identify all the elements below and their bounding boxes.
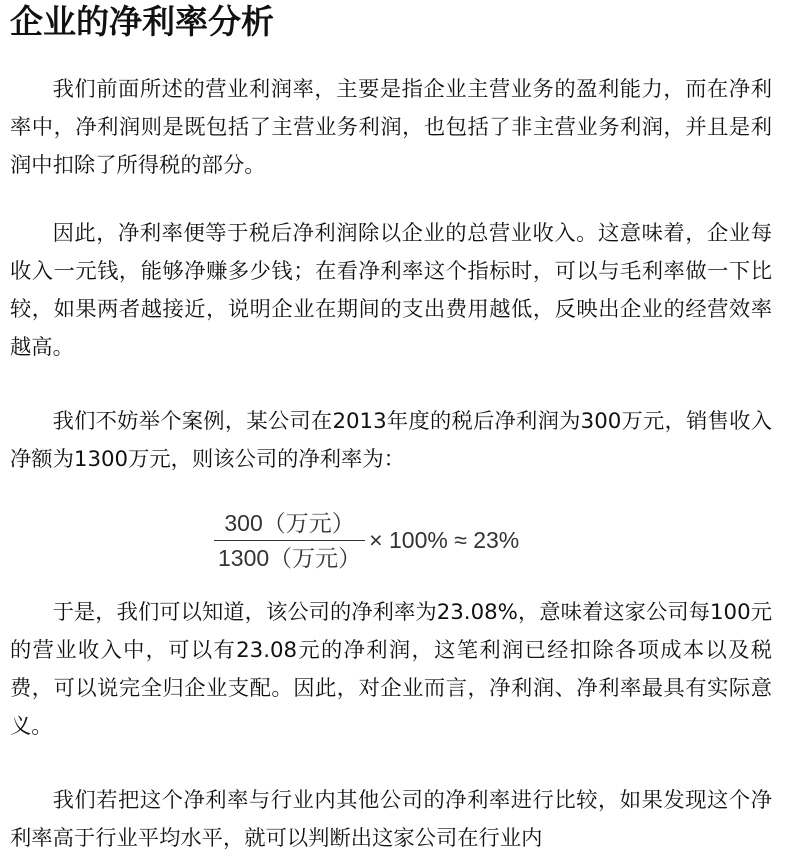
paragraph-2: 因此，净利率便等于税后净利润除以企业的总营业收入。这意味着，企业每收入一元钱，能够净赚多少钱；在看净利率这个指标时，可以与毛利率做一下比较，如果两者越接近，说明企业在期间的支出费用越低，反映出企业的经营效率越高。 [10, 221, 772, 360]
page-title: 企业的净利率分析 [10, 2, 274, 41]
formula-numerator: 300（万元） [224, 509, 355, 536]
formula-fraction [214, 506, 365, 575]
paragraph-3: 我们不妨举个案例，某公司在2013年度的税后净利润为300万元，销售收入净额为1300万元，则该公司的净利率为： [10, 409, 772, 472]
paragraph-5: 我们若把这个净利率与行业内其他公司的净利率进行比较，如果发现这个净利率高于行业平均水平，就可以判断出这家公司在行业内 [10, 788, 772, 851]
net-margin-formula [214, 500, 519, 580]
paragraph-4: 于是，我们可以知道，该公司的净利率为23.08%，意味着这家公司每100元的营业收入中，可以有23.08元的净利润，这笔利润已经扣除各项成本以及税费，可以说完全归企业支配。因此，对企业而言，净利润、净利率最具有实际意义。 [10, 600, 772, 739]
paragraph-1: 我们前面所述的营业利润率，主要是指企业主营业务的盈利能力，而在净利率中，净利润则是既包括了主营业务利润，也包括了非主营业务利润，并且是利润中扣除了所得税的部分。 [10, 77, 772, 178]
formula-result: × 100% ≈ 23% [369, 526, 520, 553]
formula-denominator: 1300（万元） [218, 544, 362, 571]
